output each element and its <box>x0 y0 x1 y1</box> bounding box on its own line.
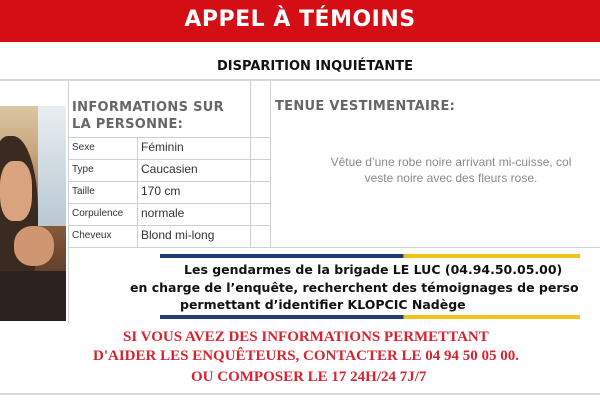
info-row-line-4 <box>68 203 270 204</box>
value-sexe: Féminin <box>141 140 184 154</box>
label-taille: Taille <box>72 186 95 197</box>
label-sexe: Sexe <box>72 142 95 153</box>
top-color-bar <box>160 254 580 258</box>
info-left-border <box>68 81 69 323</box>
tenue-line2: veste noire avec des fleurs rose. <box>364 171 538 185</box>
value-corpulence: normale <box>141 206 185 220</box>
label-value-divider <box>137 137 138 247</box>
gendarmes-line3: permettant d’identifier KLOPCIC Nadège <box>180 297 466 312</box>
page-title: APPEL À TÉMOINS <box>184 7 416 32</box>
label-type: Type <box>72 164 94 175</box>
bottom-color-bar <box>160 315 580 319</box>
info-row-line-6 <box>68 247 600 248</box>
value-type: Caucasien <box>141 162 198 176</box>
photo-face <box>0 161 32 221</box>
info-row-line-3 <box>68 181 270 182</box>
gendarmes-line2: en charge de l’enquête, recherchent des témoignages de perso <box>130 280 579 295</box>
frame-bottom-border <box>0 393 600 395</box>
frame-top-border <box>0 79 600 81</box>
label-corpulence: Corpulence <box>72 208 124 219</box>
tenue-line1: Vêtue d’une robe noire arrivant mi-cuisse, col <box>330 155 572 169</box>
info-title-line1: INFORMATIONS SUR <box>72 100 224 115</box>
alert-line1: SI VOUS AVEZ DES INFORMATIONS PERMETTANT <box>123 329 489 345</box>
tenue-description <box>276 154 600 186</box>
label-cheveux: Cheveux <box>72 230 112 241</box>
subtitle: DISPARITION INQUIÉTANTE <box>217 59 413 74</box>
info-row-line-5 <box>68 225 270 226</box>
value-taille: 170 cm <box>141 184 181 198</box>
alert-line3: OU COMPOSER LE 17 24H/24 7J/7 <box>191 369 427 385</box>
info-title-line2: LA PERSONNE: <box>72 117 184 132</box>
alert-line2: D'AIDER LES ENQUÊTEURS, CONTACTER LE 04 94 50 05 00. <box>93 348 520 364</box>
tenue-section-title: TENUE VESTIMENTAIRE: <box>275 99 456 114</box>
info-row-line-1 <box>68 137 270 138</box>
info-row-line-2 <box>68 159 270 160</box>
gendarmes-line1: Les gendarmes de la brigade LE LUC (04.94.50.05.00) <box>184 262 563 277</box>
value-cheveux: Blond mi-long <box>141 228 215 242</box>
missing-person-photo <box>0 106 66 321</box>
info-section-title <box>72 99 252 133</box>
photo-hand <box>14 226 54 266</box>
photo-shirt <box>0 271 66 321</box>
photo-window <box>38 106 66 226</box>
tenue-left-border <box>270 81 271 247</box>
